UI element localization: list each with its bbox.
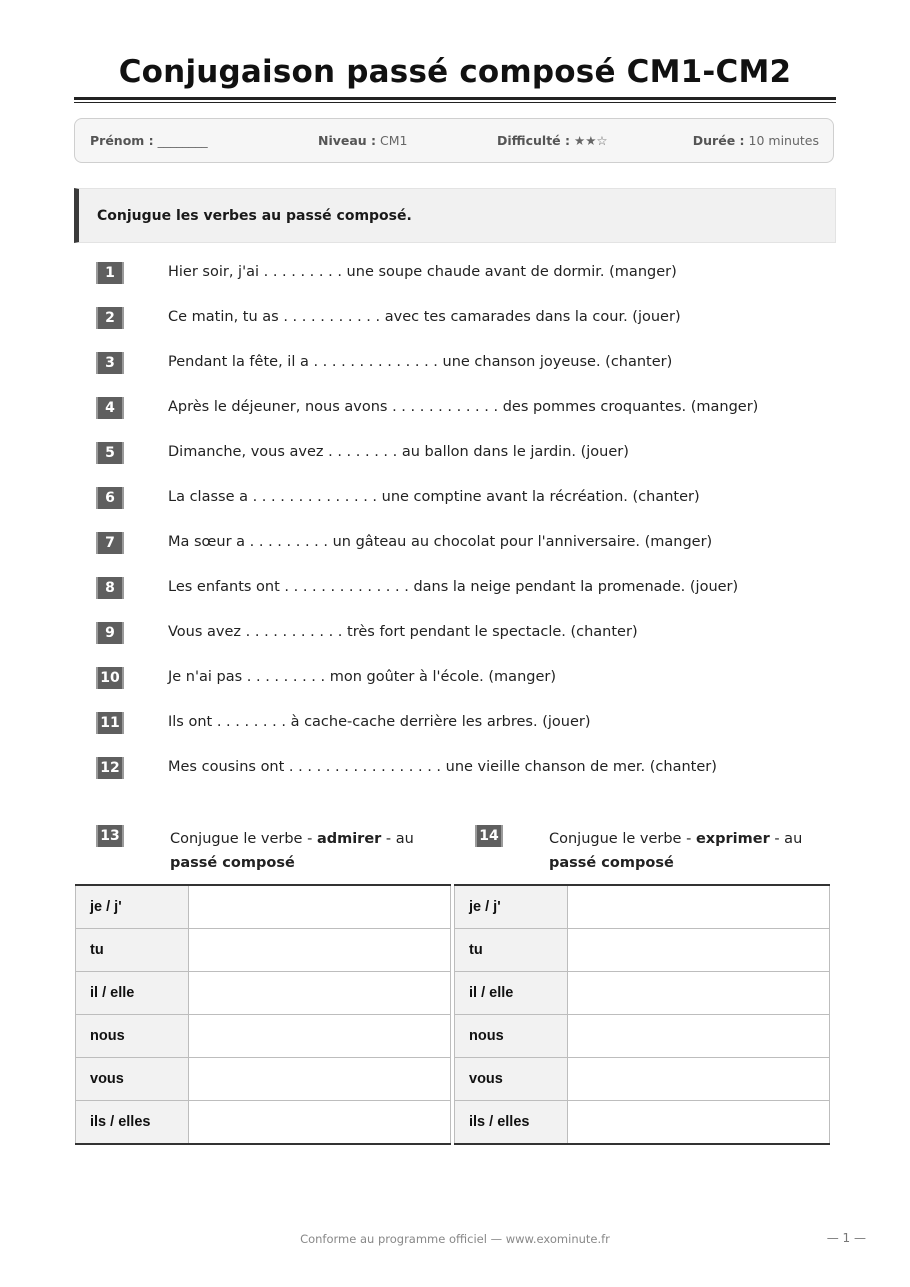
prenom-value: ________ [157, 133, 208, 148]
answer-cell[interactable] [568, 972, 830, 1015]
exercise-number-badge: 1 [96, 262, 124, 284]
pronoun-cell: je / j' [76, 885, 189, 929]
verb-name: admirer [316, 831, 382, 847]
exercise-sentence: Je n'ai pas . . . . . . . . . mon goûter à l'école. (manger) [168, 669, 557, 685]
answer-cell[interactable] [568, 1101, 830, 1145]
exercise-item [0, 712, 910, 736]
pronoun-cell: il / elle [455, 972, 568, 1015]
tense-name: passé composé [170, 855, 295, 871]
conjugation-table [75, 884, 451, 1145]
page-number: — 1 — [826, 1231, 866, 1245]
exercise-number-badge: 13 [96, 825, 124, 847]
tense-name: passé composé [549, 855, 674, 871]
instruction-prefix: Conjugue le verbe - [170, 831, 317, 847]
info-duree [693, 133, 819, 148]
exercise-number-badge: 7 [96, 532, 124, 554]
instruction-middle: - au [381, 831, 414, 847]
title-rule-thin [74, 102, 836, 103]
pronoun-cell: nous [76, 1015, 189, 1058]
answer-cell[interactable] [189, 1015, 451, 1058]
answer-cell[interactable] [189, 885, 451, 929]
conjugation-instruction [170, 827, 430, 875]
exercise-item [0, 442, 910, 466]
answer-cell[interactable] [189, 1058, 451, 1101]
answer-cell[interactable] [189, 1101, 451, 1145]
exercise-number-badge: 14 [475, 825, 503, 847]
title-rule-thick [74, 97, 836, 100]
difficulte-label: Difficulté : [497, 133, 570, 148]
table-row [455, 1101, 830, 1145]
table-row [455, 972, 830, 1015]
exercise-sentence: La classe a . . . . . . . . . . . . . . une comptine avant la récréation. (chanter) [168, 489, 700, 505]
pronoun-cell: nous [455, 1015, 568, 1058]
table-row [455, 1015, 830, 1058]
instruction-box [74, 188, 836, 243]
pronoun-cell: vous [76, 1058, 189, 1101]
info-box [74, 118, 834, 163]
pronoun-cell: vous [455, 1058, 568, 1101]
table-row [76, 929, 451, 972]
exercise-number-badge: 10 [96, 667, 124, 689]
conjugation-table [454, 884, 830, 1145]
pronoun-cell: ils / elles [455, 1101, 568, 1145]
conjugation-instruction [549, 827, 809, 875]
exercise-number-badge: 12 [96, 757, 124, 779]
exercise-sentence: Les enfants ont . . . . . . . . . . . . . . dans la neige pendant la promenade. (jouer) [168, 579, 739, 595]
niveau-value: CM1 [380, 133, 408, 148]
table-row [455, 929, 830, 972]
instruction-middle: - au [769, 831, 803, 847]
pronoun-cell: il / elle [76, 972, 189, 1015]
answer-cell[interactable] [568, 929, 830, 972]
prenom-label: Prénom : [90, 133, 154, 148]
exercise-sentence: Après le déjeuner, nous avons . . . . . . . . . . . . des pommes croquantes. (manger) [168, 399, 759, 415]
niveau-label: Niveau : [318, 133, 377, 148]
info-difficulte [497, 133, 608, 148]
table-row [76, 1015, 451, 1058]
exercise-number-badge: 3 [96, 352, 124, 374]
exercise-sentence: Dimanche, vous avez . . . . . . . . au ballon dans le jardin. (jouer) [168, 444, 629, 460]
page-title: Conjugaison passé composé CM1-CM2 [118, 54, 792, 90]
pronoun-cell: tu [76, 929, 189, 972]
table-row [76, 1101, 451, 1145]
instruction-text: Conjugue les verbes au passé composé. [97, 208, 412, 224]
answer-cell[interactable] [568, 1058, 830, 1101]
duree-value: 10 minutes [748, 133, 819, 148]
exercise-item [0, 397, 910, 421]
answer-cell[interactable] [189, 972, 451, 1015]
exercise-item [0, 487, 910, 511]
exercise-sentence: Pendant la fête, il a . . . . . . . . . . . . . . une chanson joyeuse. (chanter) [168, 354, 673, 370]
table-row [76, 885, 451, 929]
exercise-item [0, 757, 910, 781]
pronoun-cell: ils / elles [76, 1101, 189, 1145]
exercise-number-badge: 8 [96, 577, 124, 599]
verb-name: exprimer [695, 831, 770, 847]
pronoun-cell: tu [455, 929, 568, 972]
exercise-number-badge: 4 [96, 397, 124, 419]
exercise-number-badge: 2 [96, 307, 124, 329]
table-row [76, 1058, 451, 1101]
exercise-item [0, 262, 910, 286]
exercise-item [0, 532, 910, 556]
duree-label: Durée : [692, 133, 745, 148]
difficulte-value: ★★☆ [573, 133, 608, 148]
info-prenom [90, 133, 208, 148]
footer-text: Conforme au programme officiel — www.exominute.fr [300, 1232, 610, 1246]
answer-cell[interactable] [189, 929, 451, 972]
table-row [455, 1058, 830, 1101]
exercise-sentence: Ma sœur a . . . . . . . . . un gâteau au chocolat pour l'anniversaire. (manger) [168, 534, 713, 550]
exercise-sentence: Ce matin, tu as . . . . . . . . . . . avec tes camarades dans la cour. (jouer) [168, 309, 681, 325]
exercise-item [0, 352, 910, 376]
exercise-item [0, 667, 910, 691]
answer-cell[interactable] [568, 1015, 830, 1058]
exercise-number-badge: 5 [96, 442, 124, 464]
exercise-number-badge: 6 [96, 487, 124, 509]
exercise-number-badge: 9 [96, 622, 124, 644]
exercise-item [0, 307, 910, 331]
exercise-sentence: Ils ont . . . . . . . . à cache-cache derrière les arbres. (jouer) [168, 714, 591, 730]
exercise-number-badge: 11 [96, 712, 124, 734]
pronoun-cell: je / j' [455, 885, 568, 929]
table-row [76, 972, 451, 1015]
exercise-item [0, 577, 910, 601]
info-niveau [318, 133, 408, 148]
exercise-sentence: Mes cousins ont . . . . . . . . . . . . . . . . . une vieille chanson de mer. (chanter) [168, 759, 717, 775]
exercise-sentence: Hier soir, j'ai . . . . . . . . . une soupe chaude avant de dormir. (manger) [168, 264, 677, 280]
instruction-prefix: Conjugue le verbe - [549, 831, 696, 847]
exercise-item [0, 622, 910, 646]
exercise-sentence: Vous avez . . . . . . . . . . . très fort pendant le spectacle. (chanter) [168, 624, 638, 640]
answer-cell[interactable] [568, 885, 830, 929]
table-row [455, 885, 830, 929]
